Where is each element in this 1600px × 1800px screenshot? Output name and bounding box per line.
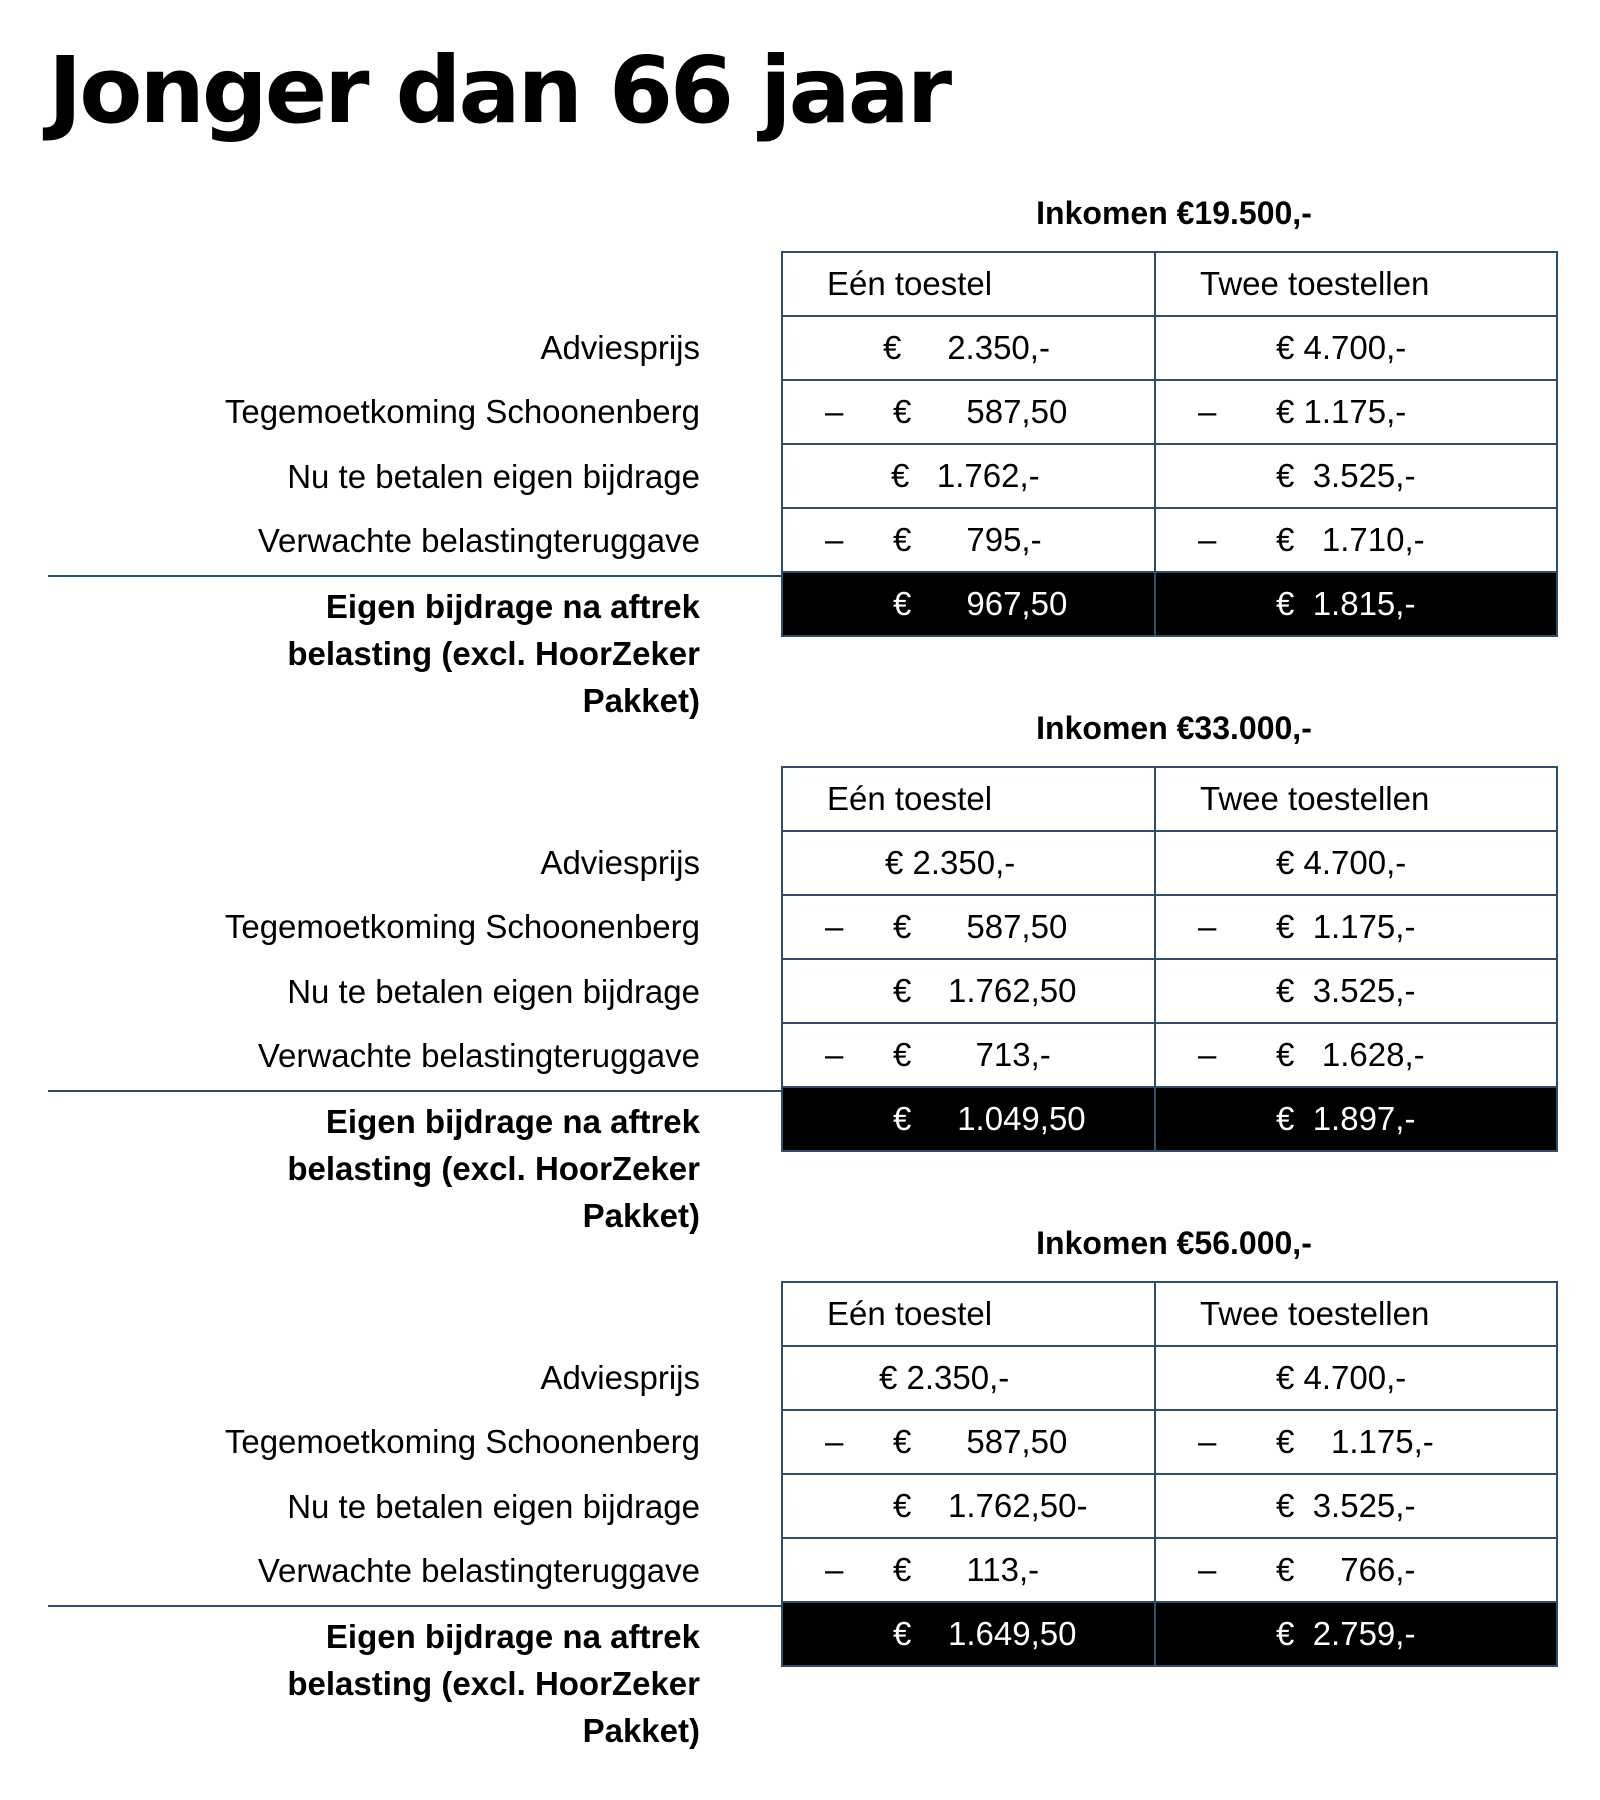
table-row	[782, 895, 1557, 959]
row-label-adviesprijs: Adviesprijs	[540, 329, 700, 366]
value-amount: € 3.525,-	[1276, 1487, 1416, 1524]
column-header-twee: Twee toestellen	[1155, 767, 1557, 831]
table-header-row	[782, 252, 1557, 316]
table-row	[782, 1023, 1557, 1087]
table-row	[782, 1474, 1557, 1538]
minus-sign: –	[1198, 908, 1217, 945]
table-row	[782, 1087, 1557, 1151]
value-amount: € 1.628,-	[1276, 1036, 1425, 1073]
income-section	[0, 195, 1600, 719]
value-amount: € 1.175,-	[1276, 908, 1416, 945]
row-label-belastingteruggave: Verwachte belastingteruggave	[257, 522, 700, 559]
value-amount: € 766,-	[1276, 1551, 1416, 1588]
row-label-tegemoetkoming: Tegemoetkoming Schoonenberg	[224, 393, 700, 430]
value-cell-een	[782, 895, 1155, 959]
income-section	[0, 1225, 1600, 1749]
value-amount: € 2.350,-	[885, 844, 1016, 881]
section-divider	[48, 575, 781, 577]
value-cell-twee	[1155, 1346, 1557, 1410]
value-cell-een	[782, 831, 1155, 895]
minus-sign: –	[825, 521, 844, 558]
row-label-belastingteruggave: Verwachte belastingteruggave	[257, 1552, 700, 1589]
cost-table	[781, 766, 1558, 1152]
income-heading: Inkomen €33.000,-	[1036, 710, 1312, 746]
row-label-nu-te-betalen: Nu te betalen eigen bijdrage	[287, 1488, 700, 1525]
table-row	[782, 572, 1557, 636]
section-divider	[48, 1090, 781, 1092]
income-heading: Inkomen €19.500,-	[1036, 195, 1312, 231]
value-amount: € 1.175,-	[1276, 393, 1407, 430]
minus-sign: –	[1198, 1551, 1217, 1588]
value-amount: € 713,-	[893, 1036, 1051, 1073]
minus-sign: –	[825, 1036, 844, 1073]
row-label-nu-te-betalen: Nu te betalen eigen bijdrage	[287, 973, 700, 1010]
value-amount: € 2.350,-	[879, 1359, 1010, 1396]
column-header-een: Eén toestel	[782, 1282, 1155, 1346]
value-cell-twee	[1155, 1474, 1557, 1538]
value-amount: € 1.762,50	[893, 972, 1077, 1009]
table-row	[782, 444, 1557, 508]
value-cell-een	[782, 508, 1155, 572]
page-title: Jonger dan 66 jaar	[48, 37, 950, 144]
value-cell-twee	[1155, 1087, 1557, 1151]
column-header-een: Eén toestel	[782, 767, 1155, 831]
row-label-tegemoetkoming: Tegemoetkoming Schoonenberg	[224, 908, 700, 945]
income-section	[0, 710, 1600, 1234]
value-cell-een	[782, 1410, 1155, 1474]
table-row	[782, 831, 1557, 895]
value-amount: € 4.700,-	[1276, 844, 1407, 881]
cost-table	[781, 251, 1558, 637]
value-amount: € 587,50	[893, 1423, 1068, 1460]
column-header-twee: Twee toestellen	[1155, 1282, 1557, 1346]
value-amount: € 1.649,50	[893, 1615, 1077, 1652]
minus-sign: –	[825, 1551, 844, 1588]
value-amount: € 587,50	[893, 393, 1068, 430]
value-amount: € 1.762,-	[891, 457, 1040, 494]
section-divider	[48, 1605, 781, 1607]
value-cell-twee	[1155, 380, 1557, 444]
value-amount: € 1.710,-	[1276, 521, 1425, 558]
value-amount: € 967,50	[893, 585, 1068, 622]
value-cell-twee	[1155, 572, 1557, 636]
value-cell-een	[782, 572, 1155, 636]
value-amount: € 3.525,-	[1276, 457, 1416, 494]
table-row	[782, 959, 1557, 1023]
row-label-adviesprijs: Adviesprijs	[540, 1359, 700, 1396]
value-amount: € 2.759,-	[1276, 1615, 1416, 1652]
minus-sign: –	[1198, 521, 1217, 558]
value-cell-een	[782, 1346, 1155, 1410]
value-cell-twee	[1155, 959, 1557, 1023]
row-label-eigen-bijdrage: Eigen bijdrage na aftrek belasting (excl. HoorZeker Pakket)	[287, 1103, 700, 1234]
value-cell-twee	[1155, 316, 1557, 380]
table-row	[782, 1346, 1557, 1410]
table-header-row	[782, 767, 1557, 831]
value-cell-een	[782, 959, 1155, 1023]
value-cell-twee	[1155, 831, 1557, 895]
value-cell-twee	[1155, 444, 1557, 508]
minus-sign: –	[1198, 1423, 1217, 1460]
value-amount: € 587,50	[893, 908, 1068, 945]
value-cell-een	[782, 380, 1155, 444]
minus-sign: –	[825, 1423, 844, 1460]
value-amount: € 3.525,-	[1276, 972, 1416, 1009]
row-label-belastingteruggave: Verwachte belastingteruggave	[257, 1037, 700, 1074]
value-amount: € 4.700,-	[1276, 329, 1407, 366]
table-row	[782, 380, 1557, 444]
value-amount: € 113,-	[893, 1551, 1040, 1588]
value-amount: € 795,-	[893, 521, 1042, 558]
value-cell-een	[782, 1538, 1155, 1602]
table-header-row	[782, 1282, 1557, 1346]
value-cell-een	[782, 1474, 1155, 1538]
value-amount: € 4.700,-	[1276, 1359, 1407, 1396]
row-label-eigen-bijdrage: Eigen bijdrage na aftrek belasting (excl. HoorZeker Pakket)	[287, 1618, 700, 1749]
income-heading: Inkomen €56.000,-	[1036, 1225, 1312, 1261]
row-label-eigen-bijdrage: Eigen bijdrage na aftrek belasting (excl. HoorZeker Pakket)	[287, 588, 700, 719]
table-row	[782, 508, 1557, 572]
minus-sign: –	[1198, 1036, 1217, 1073]
minus-sign: –	[1198, 393, 1217, 430]
minus-sign: –	[825, 393, 844, 430]
table-row	[782, 1410, 1557, 1474]
value-amount: € 1.897,-	[1276, 1100, 1416, 1137]
value-cell-een	[782, 1023, 1155, 1087]
value-cell-een	[782, 316, 1155, 380]
value-amount: € 1.762,50-	[893, 1487, 1088, 1524]
minus-sign: –	[825, 908, 844, 945]
column-header-twee: Twee toestellen	[1155, 252, 1557, 316]
value-cell-twee	[1155, 508, 1557, 572]
value-cell-twee	[1155, 895, 1557, 959]
value-cell-twee	[1155, 1538, 1557, 1602]
cost-table	[781, 1281, 1558, 1667]
row-label-nu-te-betalen: Nu te betalen eigen bijdrage	[287, 458, 700, 495]
value-cell-twee	[1155, 1602, 1557, 1666]
value-cell-een	[782, 1087, 1155, 1151]
value-amount: € 2.350,-	[883, 329, 1050, 366]
column-header-een: Eén toestel	[782, 252, 1155, 316]
table-row	[782, 1602, 1557, 1666]
row-label-adviesprijs: Adviesprijs	[540, 844, 700, 881]
value-cell-een	[782, 444, 1155, 508]
value-amount: € 1.815,-	[1276, 585, 1416, 622]
table-row	[782, 316, 1557, 380]
value-cell-een	[782, 1602, 1155, 1666]
table-row	[782, 1538, 1557, 1602]
value-amount: € 1.175,-	[1276, 1423, 1434, 1460]
value-cell-twee	[1155, 1410, 1557, 1474]
value-amount: € 1.049,50	[893, 1100, 1086, 1137]
row-label-tegemoetkoming: Tegemoetkoming Schoonenberg	[224, 1423, 700, 1460]
value-cell-twee	[1155, 1023, 1557, 1087]
